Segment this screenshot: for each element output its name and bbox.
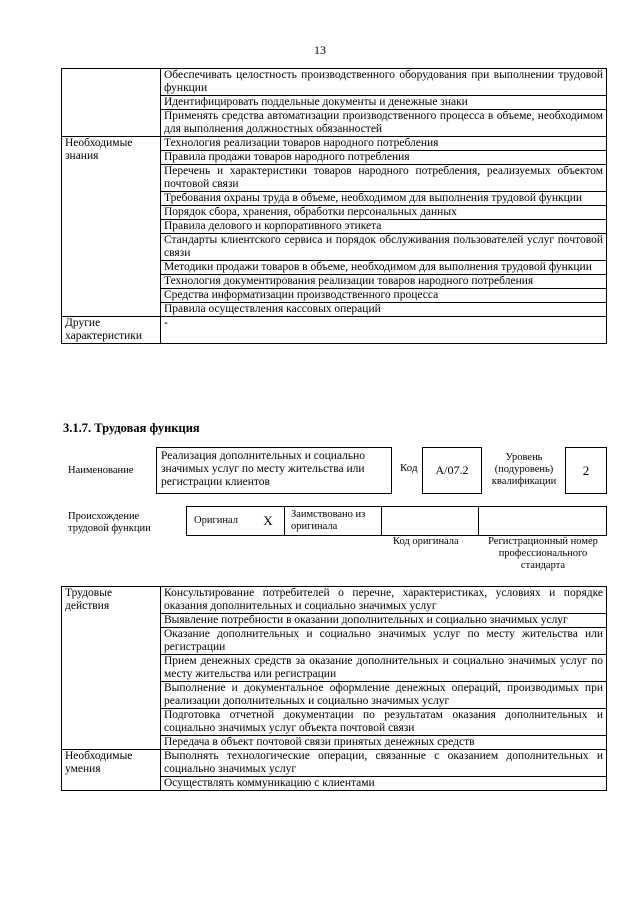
item-cell: -	[161, 317, 607, 344]
code-original-caption: Код оригинала	[393, 536, 459, 547]
item-cell: Методики продажи товаров в объеме, необходимом для выполнения трудовой функции	[161, 261, 607, 275]
category-cell: Необходимые знания	[62, 137, 161, 317]
table-row	[62, 317, 607, 344]
item-cell: Выполнять технологические операции, связанные с оказанием дополнительных и социально значимых услуг	[161, 750, 607, 777]
section-title: 3.1.7. Трудовая функция	[63, 421, 200, 435]
origin-row	[186, 506, 607, 536]
qualification-level-label: Уровень (подуровень) квалификации	[491, 452, 557, 487]
original-label: Оригинал	[194, 515, 238, 526]
item-cell: Идентифицировать поддельные документы и денежные знаки	[161, 96, 607, 110]
registration-number-cell	[478, 507, 606, 535]
code-label: Код	[400, 462, 418, 474]
item-cell: Передача в объект почтовой связи принятых денежных средств	[161, 736, 607, 750]
item-cell: Стандарты клиентского сервиса и порядок обслуживания пользователей услуг почтовой связи	[161, 234, 607, 261]
item-cell: Подготовка отчетной документации по результатам оказания дополнительных и социально значимых услуг объекта почтовой связи	[161, 709, 607, 736]
item-cell: Правила продажи товаров народного потребления	[161, 151, 607, 165]
table-row	[62, 587, 607, 614]
function-code-field: A/07.2	[422, 447, 482, 494]
category-cell: Трудовые действия	[62, 587, 161, 750]
item-cell: Технология реализации товаров народного потребления	[161, 137, 607, 151]
registration-number-caption: Регистрационный номер профессионального стандарта	[488, 536, 598, 571]
original-mark: X	[263, 513, 273, 528]
item-cell: Обеспечивать целостность производственного оборудования при выполнении трудовой функции	[161, 69, 607, 96]
competency-table-top	[61, 68, 607, 344]
item-cell: Оказание дополнительных и социально значимых услуг по месту жительства или регистрации	[161, 628, 607, 655]
borrowed-label: Заимствовано из оригинала	[284, 507, 381, 535]
item-cell: Консультирование потребителей о перечне, характеристиках, условиях и порядке оказания дополнительных и социально значимых услуг	[161, 587, 607, 614]
name-label: Наименование	[68, 465, 134, 476]
item-cell: Технология документирования реализации товаров народного потребления	[161, 275, 607, 289]
item-cell: Правила делового и корпоративного этикета	[161, 220, 607, 234]
item-cell: Применять средства автоматизации производственного процесса в объеме, необходимом для выполнения должностных обязанностей	[161, 110, 607, 137]
competency-table-bottom	[61, 586, 607, 791]
origin-label: Происхождение трудовой функции	[68, 511, 151, 534]
item-cell: Осуществлять коммуникацию с клиентами	[161, 777, 607, 791]
item-cell: Средства информатизации производственного процесса	[161, 289, 607, 303]
item-cell: Требования охраны труда в объеме, необходимом для выполнения трудовой функции	[161, 192, 607, 206]
original-code-cell	[381, 507, 478, 535]
item-cell: Выполнение и документальное оформление денежных операций, производимых при реализации дополнительных и социально значимых услуг	[161, 682, 607, 709]
item-cell: Порядок сбора, хранения, обработки персональных данных	[161, 206, 607, 220]
table-row	[62, 69, 607, 96]
function-name-field: Реализация дополнительных и социально значимых услуг по месту жительства или регистрации клиентов	[156, 447, 392, 494]
table-row	[62, 137, 607, 151]
category-cell: Другие характеристики	[62, 317, 161, 344]
qualification-level-field: 2	[565, 447, 607, 494]
table-row	[62, 750, 607, 777]
item-cell: Перечень и характеристики товаров народного потребления, реализуемых объектом почтовой связи	[161, 165, 607, 192]
item-cell: Прием денежных средств за оказание дополнительных и социально значимых услуг по месту жительства или регистрации	[161, 655, 607, 682]
page-number: 13	[314, 43, 326, 57]
item-cell: Выявление потребности в оказании дополнительных и социально значимых услуг	[161, 614, 607, 628]
item-cell: Правила осуществления кассовых операций	[161, 303, 607, 317]
category-cell: Необходимые умения	[62, 750, 161, 791]
category-cell	[62, 69, 161, 137]
